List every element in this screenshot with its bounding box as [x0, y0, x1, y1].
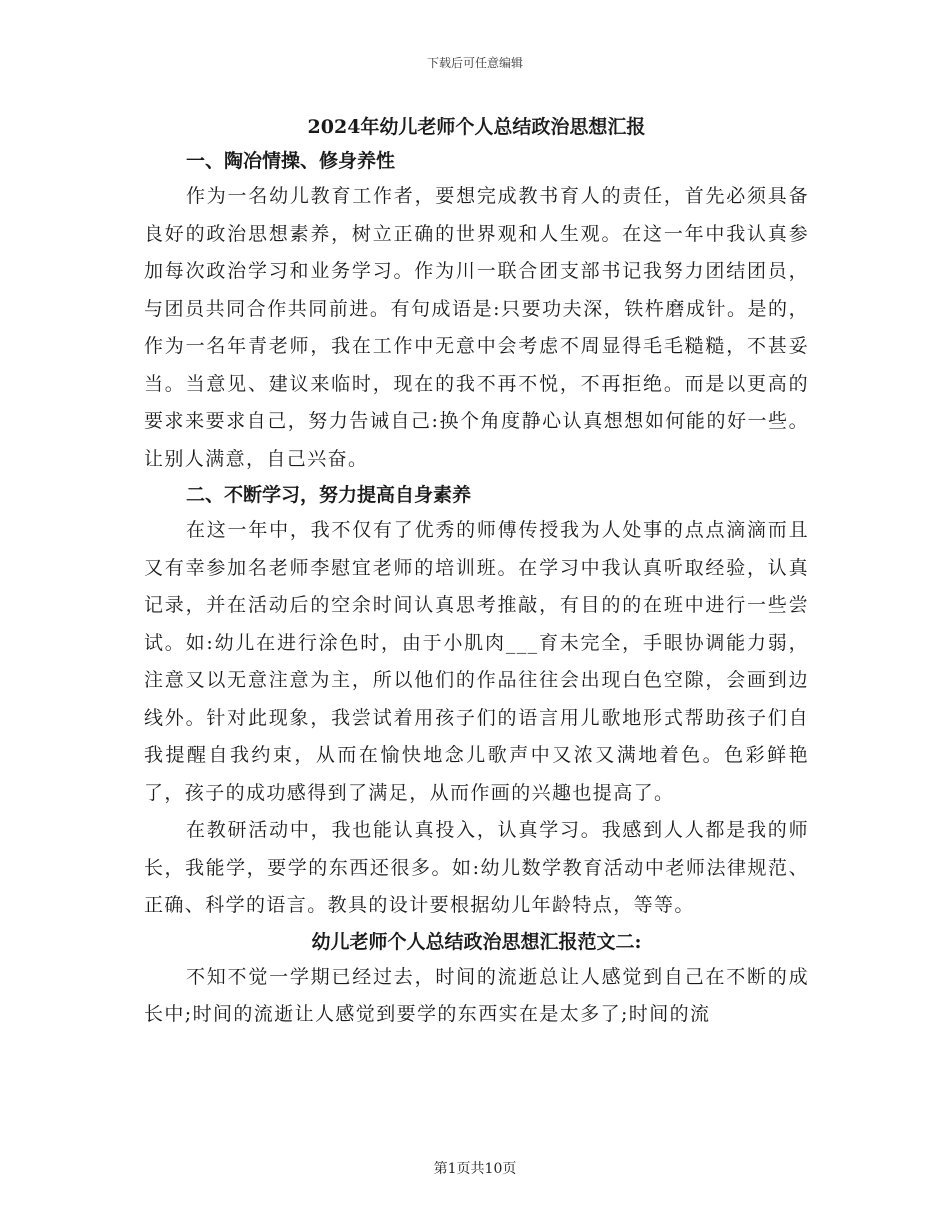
document-title: 2024年幼儿老师个人总结政治思想汇报 — [307, 116, 646, 138]
page-footer: 第1页共10页 — [433, 1161, 517, 1177]
document-body — [144, 110, 809, 1034]
section-2-paragraph-2: 在教研活动中，我也能认真投入，认真学习。我感到人人都是我的师长，我能学，要学的东西还很多。如:幼儿数学教育活动中老师法律规范、正确、科学的语言。教具的设计要根据幼儿年龄特点，等等。 — [144, 819, 809, 916]
section-heading-1: 一、陶冶情操、修身养性 — [186, 150, 396, 172]
section-2-paragraph-1: 在这一年中，我不仅有了优秀的师傅传授我为人处事的点点滴滴而且又有幸参加名老师李慰宜老师的培训班。在学习中我认真听取经验，认真记录，并在活动后的空余时间认真思考推敲，有目的的在班中进行一些尝试。如:幼儿在进行涂色时，由于小肌肉___育未完全，手眼协调能力弱，注意又以无意注意为主，所以他们的作品往往会出现白色空隙，会画到边线外。针对此现象，我尝试着用孩子们的语言用儿歌地形式帮助孩子们自我提醒自我约束，从而在愉快地念儿歌声中又浓又满地着色。色彩鲜艳了，孩子的成功感得到了满足，从而作画的兴趣也提高了。 — [144, 519, 809, 804]
sample-2-title: 幼儿老师个人总结政治思想汇报范文二: — [311, 930, 642, 953]
section-1-paragraph: 作为一名幼儿教育工作者，要想完成教书育人的责任，首先必须具备良好的政治思想素养，树立正确的世界观和人生观。在这一年中我认真参加每次政治学习和业务学习。作为川一联合团支部书记我努力团结团员，与团员共同合作共同前进。有句成语是:只要功夫深，铁杵磨成针。是的，作为一名年青老师，我在工作中无意中会考虑不周显得毛毛糙糙，不甚妥当。当意见、建议来临时，现在的我不再不悦，不再拒绝。而是以更高的要求来要求自己，努力告诫自己:换个角度静心认真想想如何能的好一些。让别人满意，自己兴奋。 — [144, 185, 809, 470]
page-header: 下载后可任意编辑 — [426, 56, 523, 70]
section-heading-2: 二、不断学习，努力提高自身素养 — [186, 484, 472, 506]
sample-2-paragraph: 不知不觉一学期已经过去，时间的流逝总让人感觉到自己在不断的成长中;时间的流逝让人感觉到要学的东西实在是太多了;时间的流 — [144, 965, 809, 1025]
